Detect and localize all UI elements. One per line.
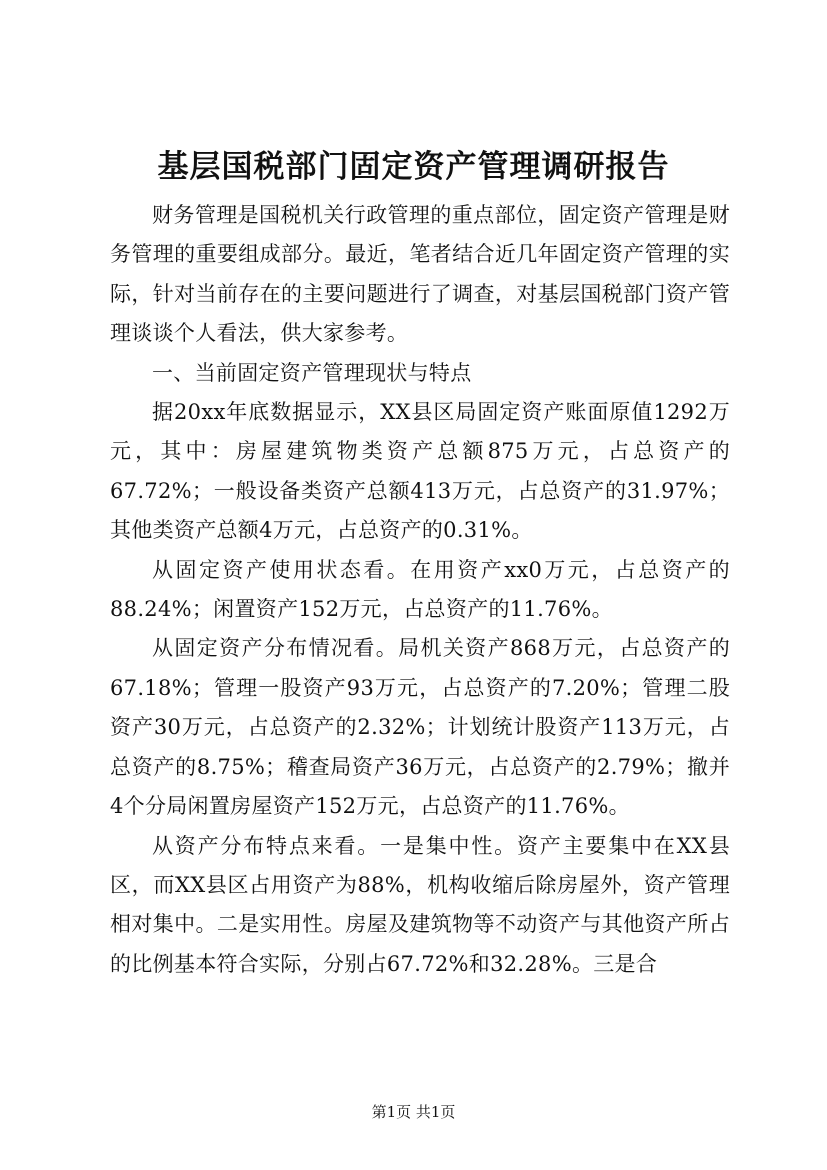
paragraph-usage-status: 从固定资产使用状态看。在用资产xx0万元，占总资产的88.24%；闲置资产152万元，占总资产的11.76%。 [110, 557, 730, 622]
paragraph-distribution: 从固定资产分布情况看。局机关资产868万元，占总资产的67.18%；管理一股资产93万元，占总资产的7.20%；管理二股资产30万元，占总资产的2.32%；计划统计股资产113万元，占总资产的8.75%；稽查局资产36万元，占总资产的2.79%；撤并4个分局闲置房屋资产152万元，占总资产的11.76%。 [110, 636, 730, 819]
page-footer: 第1页 共1页 [371, 1103, 456, 1121]
paragraph-characteristics: 从资产分布特点来看。一是集中性。资产主要集中在XX县区，而XX县区占用资产为88%，机构收缩后除房屋外，资产管理相对集中。二是实用性。房屋及建筑物等不动资产与其他资产所占的比例基本符合实际，分别占67.72%和32.28%。三是合 [110, 833, 730, 976]
paragraph-asset-data: 据20xx年底数据显示，XX县区局固定资产账面原值1292万元，其中：房屋建筑物类资产总额875万元，占总资产的67.72%；一般设备类资产总额413万元，占总资产的31.97%；其他类资产总额4万元，占总资产的0.31%。 [110, 400, 730, 543]
document-title: 基层国税部门固定资产管理调研报告 [157, 149, 670, 185]
paragraph-intro: 财务管理是国税机关行政管理的重点部位，固定资产管理是财务管理的重要组成部分。最近，笔者结合近几年固定资产管理的实际，针对当前存在的主要问题进行了调查，对基层国税部门资产管理谈谈个人看法，供大家参考。 [110, 203, 730, 346]
document-body [110, 196, 730, 984]
section-heading-1: 一、当前固定资产管理现状与特点 [152, 360, 472, 385]
